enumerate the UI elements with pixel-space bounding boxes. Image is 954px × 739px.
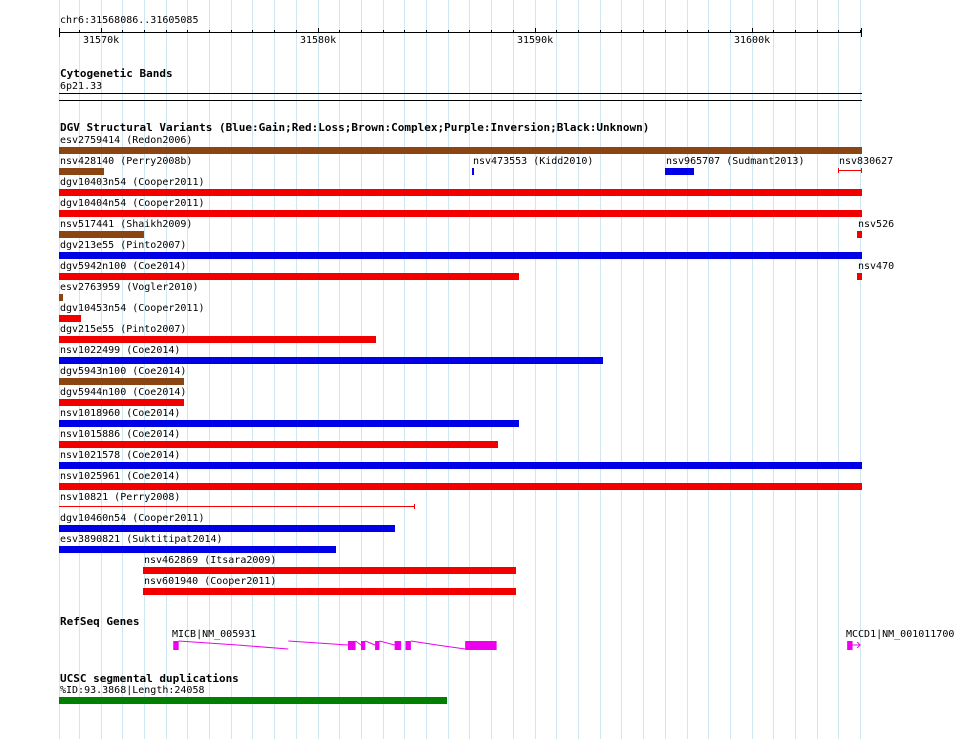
exon-block[interactable]	[361, 641, 365, 650]
exon-block[interactable]	[375, 641, 379, 650]
segdup-label: %ID:93.3868|Length:24058	[60, 685, 205, 696]
intron-line	[365, 641, 375, 645]
gene-label[interactable]: MCCD1|NM_001011700	[846, 629, 954, 640]
intron-line	[179, 641, 238, 645]
exon-block[interactable]	[348, 641, 356, 650]
segdup-track-title: UCSC segmental duplications	[60, 672, 239, 685]
variant-label[interactable]: nsv965707 (Sudmant2013)	[666, 156, 805, 167]
variant-label[interactable]: dgv5942n100 (Coe2014)	[60, 261, 187, 272]
gene-label[interactable]: MICB|NM_005931	[172, 629, 257, 640]
ruler-tick-label: 31600k	[734, 35, 771, 46]
variant-label[interactable]: dgv215e55 (Pinto2007)	[60, 324, 187, 335]
refseq-track-title: RefSeq Genes	[60, 615, 140, 628]
intron-line	[237, 645, 288, 649]
variant-label[interactable]: nsv517441 (Shaikh2009)	[60, 219, 193, 230]
intron-line	[437, 645, 465, 649]
intron-line	[379, 641, 394, 645]
variant-label[interactable]: dgv5943n100 (Coe2014)	[60, 366, 187, 377]
variant-label[interactable]: nsv526	[858, 219, 895, 230]
variant-label[interactable]: dgv10453n54 (Cooper2011)	[60, 303, 205, 314]
variant-label[interactable]: nsv830627	[839, 156, 894, 167]
exon-block[interactable]	[395, 641, 402, 650]
intron-line	[411, 641, 437, 645]
ruler-tick-label: 31570k	[83, 35, 120, 46]
variant-label[interactable]: dgv10460n54 (Cooper2011)	[60, 513, 205, 524]
exon-block[interactable]	[173, 641, 178, 650]
variant-label[interactable]: nsv10821 (Perry2008)	[60, 492, 181, 503]
variant-label[interactable]: esv2763959 (Vogler2010)	[60, 282, 199, 293]
ruler-tick-label: 31590k	[517, 35, 554, 46]
exon-block[interactable]	[847, 641, 852, 650]
variant-label[interactable]: nsv601940 (Cooper2011)	[144, 576, 277, 587]
intron-line	[356, 641, 361, 645]
variant-label[interactable]: esv3890821 (Suktitipat2014)	[60, 534, 223, 545]
ruler-tick-label: 31580k	[300, 35, 337, 46]
variant-label[interactable]: nsv470	[858, 261, 895, 272]
variant-label[interactable]: nsv1025961 (Coe2014)	[60, 471, 181, 482]
dgv-track-title: DGV Structural Variants (Blue:Gain;Red:Loss;Brown:Complex;Purple:Inversion;Black:Unknown)	[60, 121, 650, 134]
exon-block[interactable]	[405, 641, 410, 650]
variant-label[interactable]: dgv10403n54 (Cooper2011)	[60, 177, 205, 188]
variant-label[interactable]: esv2759414 (Redon2006)	[60, 135, 193, 146]
variant-label[interactable]: nsv428140 (Perry2008b)	[60, 156, 193, 167]
variant-label[interactable]: nsv473553 (Kidd2010)	[473, 156, 594, 167]
variant-label[interactable]: dgv5944n100 (Coe2014)	[60, 387, 187, 398]
cytoband-track-title: Cytogenetic Bands	[60, 67, 173, 80]
ruler-location: chr6:31568086..31605085	[60, 15, 199, 26]
segdup-bar[interactable]	[59, 697, 447, 704]
variant-label[interactable]: nsv462869 (Itsara2009)	[144, 555, 277, 566]
variant-label[interactable]: nsv1021578 (Coe2014)	[60, 450, 181, 461]
variant-label[interactable]: dgv213e55 (Pinto2007)	[60, 240, 187, 251]
intron-line	[288, 641, 348, 645]
variant-label[interactable]: nsv1022499 (Coe2014)	[60, 345, 181, 356]
variant-label[interactable]: nsv1015886 (Coe2014)	[60, 429, 181, 440]
exon-block[interactable]	[465, 641, 496, 650]
cytoband-label[interactable]: 6p21.33	[60, 81, 103, 92]
variant-label[interactable]: dgv10404n54 (Cooper2011)	[60, 198, 205, 209]
variant-label[interactable]: nsv1018960 (Coe2014)	[60, 408, 181, 419]
